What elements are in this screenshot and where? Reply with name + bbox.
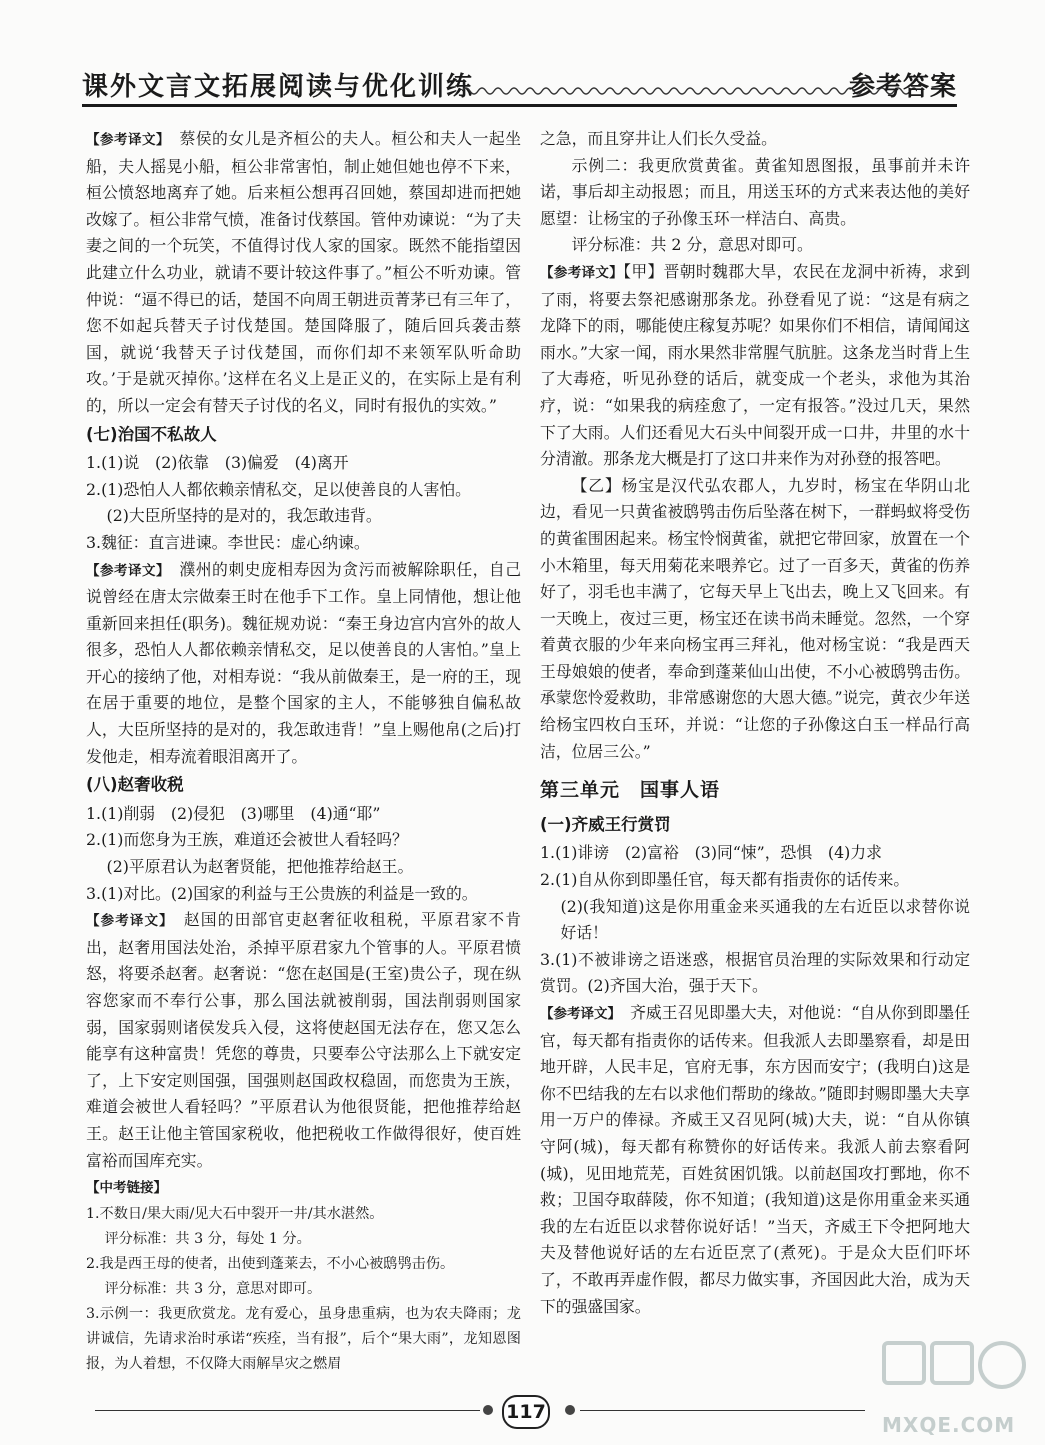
footer-rule-left — [95, 1410, 480, 1411]
page-number: 117 — [502, 1395, 550, 1429]
footer-dot-right — [565, 1405, 575, 1415]
translation-text: 【甲】晋朝时魏郡大旱，农民在龙洞中祈祷，求到了雨，将要去祭祀感谢那条龙。孙登看见了说：“这是有病之龙降下的雨，哪能使庄稼复苏呢？如果你们不相信，请闻闻这雨水。”大家一闻，雨水果然非常腥气肮脏。这条龙当时背上生了大毒疮，听见孙登的话后，就变成一个老头，求他为其治疗，说：“如果我的病痊愈了，一定有报答。”没过几天，果然下了大雨。人们还看见大石头中间裂开成一口井，井里的水十分清澈。那条龙大概是打了这口井来作为对孙登的报答吧。 — [540, 261, 971, 469]
paragraph — [540, 1000, 970, 1320]
answer-line: (2)平原君认为赵奢贤能，把他推荐给赵王。 — [106, 857, 414, 877]
answer-line: 1.不数日/果大雨/见大石中裂开一井/其水湛然。 — [86, 1205, 384, 1222]
answer-line: (2)大臣所坚持的是对的，我怎敢违背。 — [106, 506, 382, 526]
paragraph — [540, 259, 970, 473]
section-heading: (一)齐威王行赏罚 — [540, 814, 671, 834]
answer-line: 3.示例一：我更欣赏龙。龙有爱心，虽身患重病，也为农夫降雨；龙讲诚信，先请求治时承诺“疾痊，当有报”，后个“果大雨”，龙知恩图报，为人着想，不仅降大雨解旱灾之燃眉 — [86, 1305, 521, 1372]
right-column — [540, 126, 970, 1320]
translation-text: 蔡侯的女儿是齐桓公的夫人。桓公和夫人一起坐船，夫人摇晃小船，桓公非常害怕，制止她但她也停不下来，桓公愤怒地离弃了她。后来桓公想再召回她，蔡国却进而把她改嫁了。桓公非常气愤，准备讨伐蔡国。管仲劝谏说：“为了夫妻之间的一个玩笑，不值得讨伐人家的国家。既然不能指望因此建立什么功业，就请不要计较这件事了。”桓公不听劝谏。管仲说：“逼不得已的话，楚国不向周王朝进贡菁茅已有三年了，您不如起兵替天子讨伐楚国。楚国降服了，随后回兵袭击蔡国，就说‘我替天子讨伐楚国，而你们却不来领军队听命助攻。’于是就灭掉你。’这样在名义上是正义的，在实际上是有利的，所以一定会有替天子讨伐的名义，同时有报仇的实效。” — [86, 129, 521, 415]
translation-tag: 【参考译文】 — [540, 264, 624, 281]
section-heading: (八)赵奢收税 — [86, 775, 184, 795]
translation-tag: 【参考译文】 — [86, 913, 167, 930]
answer-line: 之急，而且穿井让人们长久受益。 — [540, 129, 777, 148]
page-header — [82, 62, 957, 110]
answer-line: 2.(1)自从你到即墨任官，每天都有指责你的话传来。 — [540, 870, 910, 890]
answer-line: 3.(1)对比。(2)国家的利益与王公贵族的利益是一致的。 — [86, 883, 478, 903]
translation-tag: 【参考译文】 — [86, 562, 164, 579]
paragraph — [86, 907, 521, 1174]
left-column — [86, 126, 521, 1377]
watermark-text: MXQE.COM — [882, 1413, 1016, 1437]
translation-text: 濮州的刺史庞相寿因为贪污而被解除职任，自己说曾经在唐太宗做秦王时在他手下工作。皇上同情他，想让他重新回来担任(职务)。魏征规劝说：“秦王身边宫内宫外的故人很多，恐怕人人都依赖亲情私交，足以使善良的人害怕。”皇上开心的接纳了他，对相寿说：“我从前做秦王，是一府的王，现在居于重要的地位，是整个国家的主人，不能够独自偏私故人，大臣所坚持的是对的，我怎敢违背！”皇上赐他帛(之后)打发他走，相寿流着眼泪离开了。 — [86, 559, 521, 766]
unit-heading: 第三单元 国事人语 — [540, 779, 721, 802]
section-label: 参考答案 — [848, 72, 957, 102]
answer-line: 3.魏征：直言进谏。李世民：虚心纳谏。 — [86, 532, 370, 552]
answer-line: 1.(1)削弱 (2)侵犯 (3)哪里 (4)通“耶” — [86, 803, 381, 823]
translation-tag: 【参考译文】 — [86, 132, 164, 148]
exam-link-tag: 【中考链接】 — [86, 1180, 167, 1197]
answer-line: (2)(我知道)这是你用重金来买通我的左右近臣以求替你说好话！ — [560, 896, 970, 943]
answer-line: 3.(1)不被诽谤之语迷惑，根据官员治理的实际效果和行动定赏罚。(2)齐国大治，强于天下。 — [540, 949, 970, 996]
answer-line: 1.(1)说 (2)依靠 (3)偏爱 (4)离开 — [86, 453, 349, 473]
book-title: 课外文言文拓展阅读与优化训练 — [82, 72, 475, 102]
paragraph — [86, 557, 521, 771]
answer-line: 2.我是西王母的使者，出使到蓬莱去，不小心被鸱鸮击伤。 — [86, 1255, 455, 1272]
watermark-mark-icon — [880, 1335, 1030, 1415]
watermark-logo — [880, 1335, 1030, 1435]
header-rule — [82, 104, 957, 107]
paragraph: 【乙】杨宝是汉代弘农郡人，九岁时，杨宝在华阴山北边，看见一只黄雀被鸱鸮击伤后坠落在树下，一群蚂蚁将受伤的黄雀围困起来。杨宝怜悯黄雀，就把它带回家，放置在一个小木箱里，每天用菊花来喂养它。过了一百多天，黄雀的伤养好了，羽毛也丰满了，它每天早上飞出去，晚上又飞回来。有一天晚上，夜过三更，杨宝还在读书尚未睡觉。忽然，一个穿着黄衣服的少年来向杨宝再三拜礼，他对杨宝说：“我是西天王母娘娘的使者，奉命到蓬莱仙山出使，不小心被鸱鸮击伤。承蒙您怜爱救助，非常感谢您的大恩大德。”说完，黄衣少年送给杨宝四枚白玉环，并说：“让您的子孙像这白玉一样品行高洁，位居三公。” — [540, 475, 970, 761]
link-tag-line — [86, 1174, 521, 1202]
footer-rule-right — [580, 1410, 865, 1411]
scoring-line: 评分标准：共 3 分，每处 1 分。 — [104, 1230, 311, 1247]
footer-dot-left — [483, 1405, 493, 1415]
answer-line: 2.(1)而您身为王族，难道还会被世人看轻吗？ — [86, 830, 408, 850]
section-heading: (七)治国不私故人 — [86, 424, 217, 444]
translation-text: 赵国的田部官吏赵奢征收租税，平原君家不肯出，赵奢用国法处治，杀掉平原君家九个管事的人。平原君愤怒，将要杀赵奢。赵奢说：“您在赵国是(王室)贵公子，现在纵容您家而不奉行公事，那么国法就被削弱，国法削弱则国家弱，国家弱则诸侯发兵入侵，这将使赵国无法存在，您又怎么能享有这种富贵！凭您的尊贵，只要奉公守法那么上下就安定了，上下安定则国强，国强则赵国政权稳固，而您贵为王族，难道会被世人看轻吗？”平原君认为他很贤能，把他推荐给赵王。赵王让他主管国家税收，他把税收工作做得很好，使百姓富裕而国库充实。 — [86, 910, 521, 1170]
scoring-line: 评分标准：共 2 分，意思对即可。 — [571, 235, 813, 255]
scoring-line: 评分标准：共 3 分，意思对即可。 — [104, 1280, 322, 1297]
answer-line: 1.(1)诽谤 (2)富裕 (3)同“悚”，恐惧 (4)力求 — [540, 843, 882, 863]
translation-text: 齐威王召见即墨大夫，对他说：“自从你到即墨任官，每天都有指责你的话传来。但我派人去即墨察看，却是田地开辟，人民丰足，官府无事，东方因而安宁；(我明白)这是你不巴结我的左右以求他们帮助的缘故。”随即封赐即墨大夫享用一万户的俸禄。齐威王又召见阿(城)大夫，说：“自从你镇守阿(城)，每天都有称赞你的好话传来。我派人前去察看阿(城)，见田地荒芜，百姓贫困饥饿。以前赵国攻打鄄地，你不救；卫国夺取薛陵，你不知道；(我知道)这是你用重金来买通我的左右近臣以求替你说好话！”当天，齐威王下令把阿地大夫及替他说好话的左右近臣烹了(煮死)。于是众大臣们吓坏了，不敢再弄虚作假，都尽力做实事，齐国因此大治，成为天下的强盛国家。 — [540, 1003, 970, 1316]
answer-line: 示例二：我更欣赏黄雀。黄雀知恩图报，虽事前并未许诺，事后却主动报恩；而且，用送玉环的方式来表达他的美好愿望：让杨宝的子孙像玉环一样洁白、高贵。 — [540, 155, 970, 228]
page-footer — [95, 1395, 865, 1425]
paragraph — [86, 126, 521, 420]
translation-tag: 【参考译文】 — [540, 1006, 615, 1022]
answer-line: 2.(1)恐怕人人都依赖亲情私交，足以使善良的人害怕。 — [86, 479, 471, 499]
